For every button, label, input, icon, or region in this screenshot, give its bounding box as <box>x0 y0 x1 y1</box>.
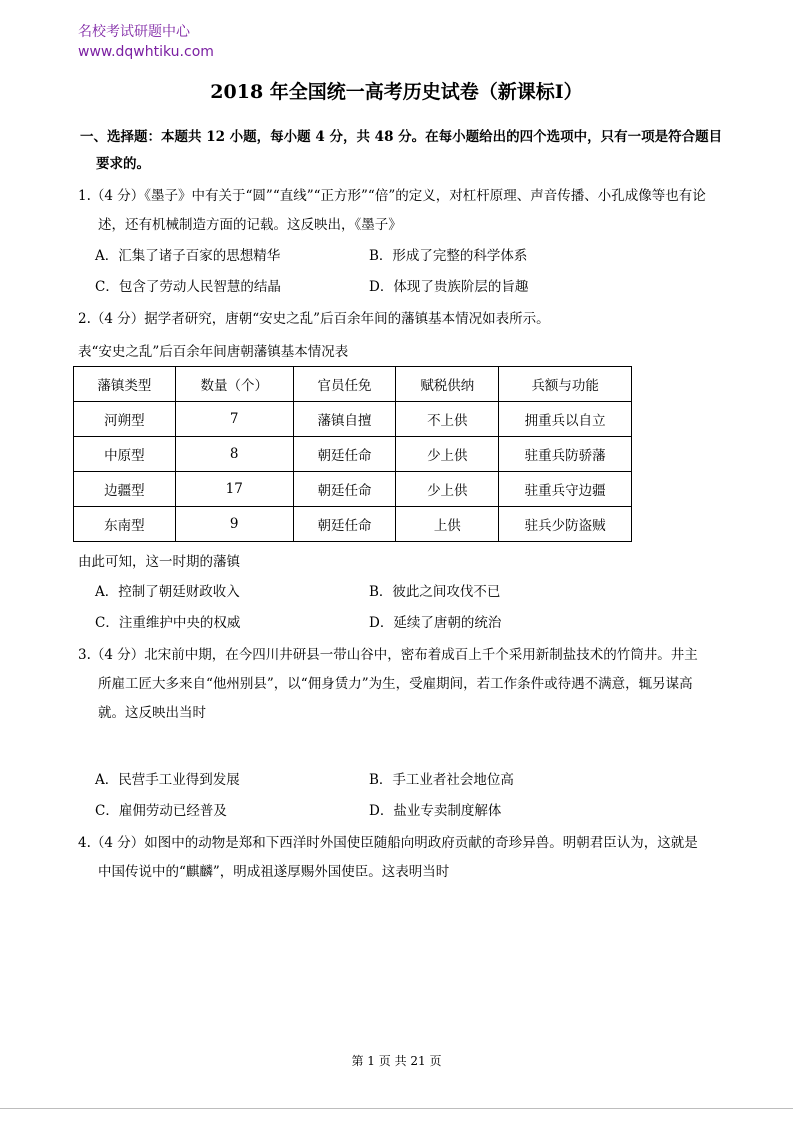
question-1-options <box>95 241 715 303</box>
table-header: 藩镇类型 <box>74 367 176 402</box>
table-cell: 少上供 <box>396 437 499 472</box>
question-4 <box>78 829 728 887</box>
table-cell: 17 <box>175 472 293 507</box>
footer-prefix: 第 <box>351 1054 364 1068</box>
option-d: D．盐业专卖制度解体 <box>369 803 502 819</box>
option-d: D．延续了唐朝的统治 <box>369 615 502 631</box>
question-1 <box>78 182 728 240</box>
footer-middle: 页 共 <box>378 1054 407 1068</box>
option-a: A．汇集了诸子百家的思想精华 <box>95 248 281 264</box>
page-bottom-rule <box>0 1108 793 1109</box>
question-4-line2: 中国传说中的“麒麟”，明成祖遂厚赐外国使臣。这表明当时 <box>98 864 450 880</box>
question-2-options <box>95 577 715 639</box>
table-header: 赋税供纳 <box>396 367 499 402</box>
table-header-row <box>74 367 632 402</box>
table-cell: 7 <box>175 402 293 437</box>
table-cell: 东南型 <box>74 507 176 542</box>
page-title: 2018 年全国统一高考历史试卷（新课标Ⅰ） <box>210 81 583 103</box>
table-row <box>74 472 632 507</box>
table-cell: 边疆型 <box>74 472 176 507</box>
question-4-line1: 4.（4 分）如图中的动物是郑和下西洋时外国使臣随船向明政府贡献的奇珍异兽。明朝君臣认为，这就是 <box>78 835 698 851</box>
table-row <box>74 402 632 437</box>
table-header: 数量（个） <box>175 367 293 402</box>
section-heading-line1: 一、选择题：本题共 12 小题，每小题 4 分，共 48 分。在每小题给出的四个选项中，只有一项是符合题目 <box>80 129 723 145</box>
option-b: B．手工业者社会地位高 <box>369 772 514 788</box>
watermark <box>78 22 214 62</box>
watermark-name: 名校考试研题中心 <box>78 24 190 40</box>
footer-total-pages: 21 <box>410 1054 426 1068</box>
question-3 <box>78 641 728 728</box>
option-d: D．体现了贵族阶层的旨趣 <box>369 279 529 295</box>
option-a: A．控制了朝廷财政收入 <box>95 584 240 600</box>
section-heading <box>80 124 725 178</box>
option-b: B．形成了完整的科学体系 <box>369 248 528 264</box>
table-cell: 拥重兵以自立 <box>499 402 632 437</box>
table-header: 官员任免 <box>293 367 396 402</box>
table-cell: 8 <box>175 437 293 472</box>
question-2 <box>78 305 728 334</box>
question-3-options <box>95 765 715 827</box>
table-row <box>74 437 632 472</box>
table-cell: 藩镇自擅 <box>293 402 396 437</box>
question-3-line1: 3.（4 分）北宋前中期，在今四川井研县一带山谷中，密布着成百上千个采用新制盐技术的竹筒井。井主 <box>78 647 698 663</box>
table-cell: 少上供 <box>396 472 499 507</box>
section-heading-line2: 要求的。 <box>96 156 150 172</box>
question-3-line3: 就。这反映出当时 <box>98 705 206 721</box>
question-1-line2: 述，还有机械制造方面的记载。这反映出，《墨子》 <box>98 217 402 233</box>
table-cell: 河朔型 <box>74 402 176 437</box>
table-cell: 朝廷任命 <box>293 507 396 542</box>
option-c: C．包含了劳动人民智慧的结晶 <box>95 279 281 295</box>
question-1-line1: 1.（4 分）《墨子》中有关于“圆”“直线”“正方形”“倍”的定义，对杠杆原理、声音传播、小孔成像等也有论 <box>78 188 706 204</box>
table-cell: 驻重兵守边疆 <box>499 472 632 507</box>
table-cell: 驻兵少防盗贼 <box>499 507 632 542</box>
fanzhen-table <box>73 366 632 542</box>
table-cell: 9 <box>175 507 293 542</box>
table-row <box>74 507 632 542</box>
question-2-line1: 2.（4 分）据学者研究，唐朝“安史之乱”后百余年间的藩镇基本情况如表所示。 <box>78 311 550 327</box>
table-cell: 朝廷任命 <box>293 437 396 472</box>
option-b: B．彼此之间攻伐不已 <box>369 584 501 600</box>
option-c: C．注重维护中央的权威 <box>95 615 241 631</box>
option-a: A．民营手工业得到发展 <box>95 772 240 788</box>
table-caption: 表“安史之乱”后百余年间唐朝藩镇基本情况表 <box>78 344 349 360</box>
table-cell: 朝廷任命 <box>293 472 396 507</box>
table-cell: 驻重兵防骄藩 <box>499 437 632 472</box>
table-cell: 中原型 <box>74 437 176 472</box>
table-cell: 不上供 <box>396 402 499 437</box>
table-header: 兵额与功能 <box>499 367 632 402</box>
footer-suffix: 页 <box>429 1054 442 1068</box>
question-3-line2: 所雇工匠大多来自“他州别县”，以“佣身赁力”为生，受雇期间，若工作条件或待遇不满意，辄另谋高 <box>98 676 693 692</box>
watermark-url[interactable]: www.dqwhtiku.com <box>78 44 214 60</box>
question-2-stem: 由此可知，这一时期的藩镇 <box>78 554 240 570</box>
option-c: C．雇佣劳动已经普及 <box>95 803 227 819</box>
page-footer <box>0 1052 793 1069</box>
table-cell: 上供 <box>396 507 499 542</box>
footer-page-number: 1 <box>367 1054 375 1068</box>
